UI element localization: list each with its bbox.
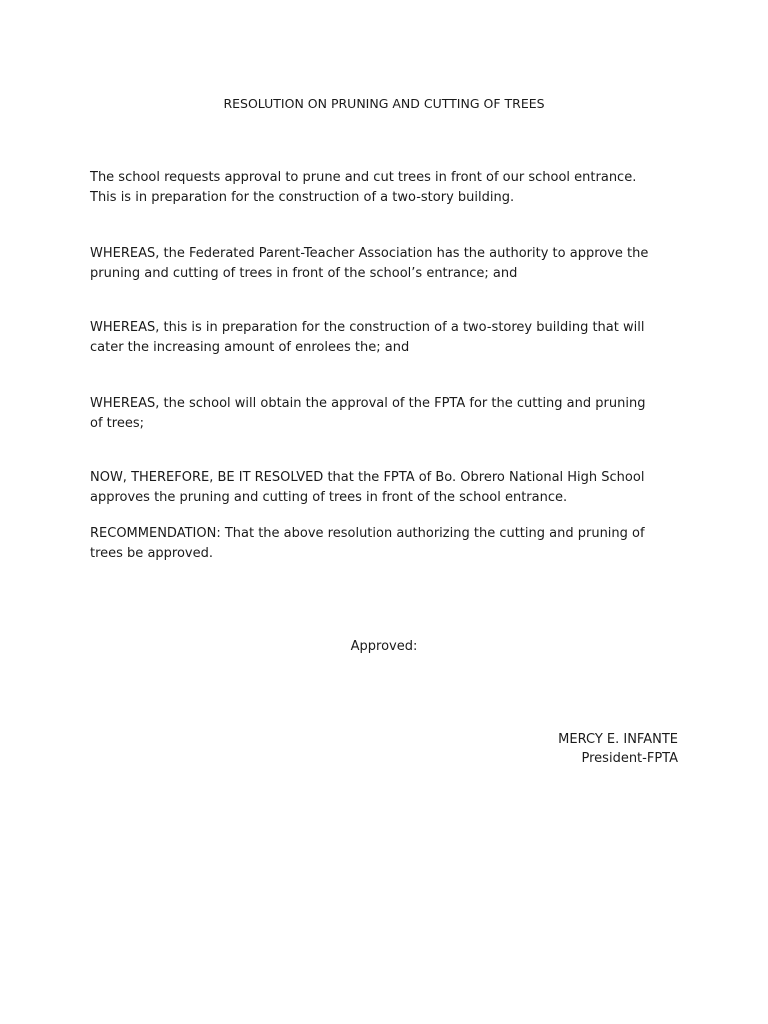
paragraph-whereas-construction xyxy=(90,318,690,357)
paragraph-line: WHEREAS, this is in preparation for the construction of a two-storey building that will xyxy=(90,320,645,335)
paragraph-line: pruning and cutting of trees in front of the school’s entrance; and xyxy=(90,265,518,281)
paragraph-line: WHEREAS, the school will obtain the approval of the FPTA for the cutting and pruning xyxy=(90,396,646,411)
paragraph-line: of trees; xyxy=(90,415,144,431)
signatory-name: MERCY E. INFANTE xyxy=(558,732,678,747)
approved-label: Approved: xyxy=(350,639,418,654)
paragraph-line: RECOMMENDATION: That the above resolution authorizing the cutting and pruning of xyxy=(90,526,645,541)
paragraph-intro xyxy=(90,168,690,207)
document-title: RESOLUTION ON PRUNING AND CUTTING OF TREES xyxy=(223,96,545,111)
signatory-position: President-FPTA xyxy=(581,750,678,766)
paragraph-recommendation xyxy=(90,524,690,563)
paragraph-whereas-authority xyxy=(90,244,690,283)
paragraph-resolved xyxy=(90,468,690,507)
paragraph-line: This is in preparation for the construction of a two-story building. xyxy=(90,189,515,205)
paragraph-whereas-approval xyxy=(90,394,690,433)
paragraph-line: trees be approved. xyxy=(90,545,213,561)
paragraph-line: The school requests approval to prune and cut trees in front of our school entrance. xyxy=(90,170,637,185)
paragraph-line: WHEREAS, the Federated Parent-Teacher Association has the authority to approve the xyxy=(90,246,649,261)
paragraph-line: NOW, THEREFORE, BE IT RESOLVED that the FPTA of Bo. Obrero National High School xyxy=(90,470,645,485)
paragraph-line: approves the pruning and cutting of trees in front of the school entrance. xyxy=(90,489,568,505)
paragraph-line: cater the increasing amount of enrolees the; and xyxy=(90,339,410,355)
signature-block xyxy=(558,731,678,768)
